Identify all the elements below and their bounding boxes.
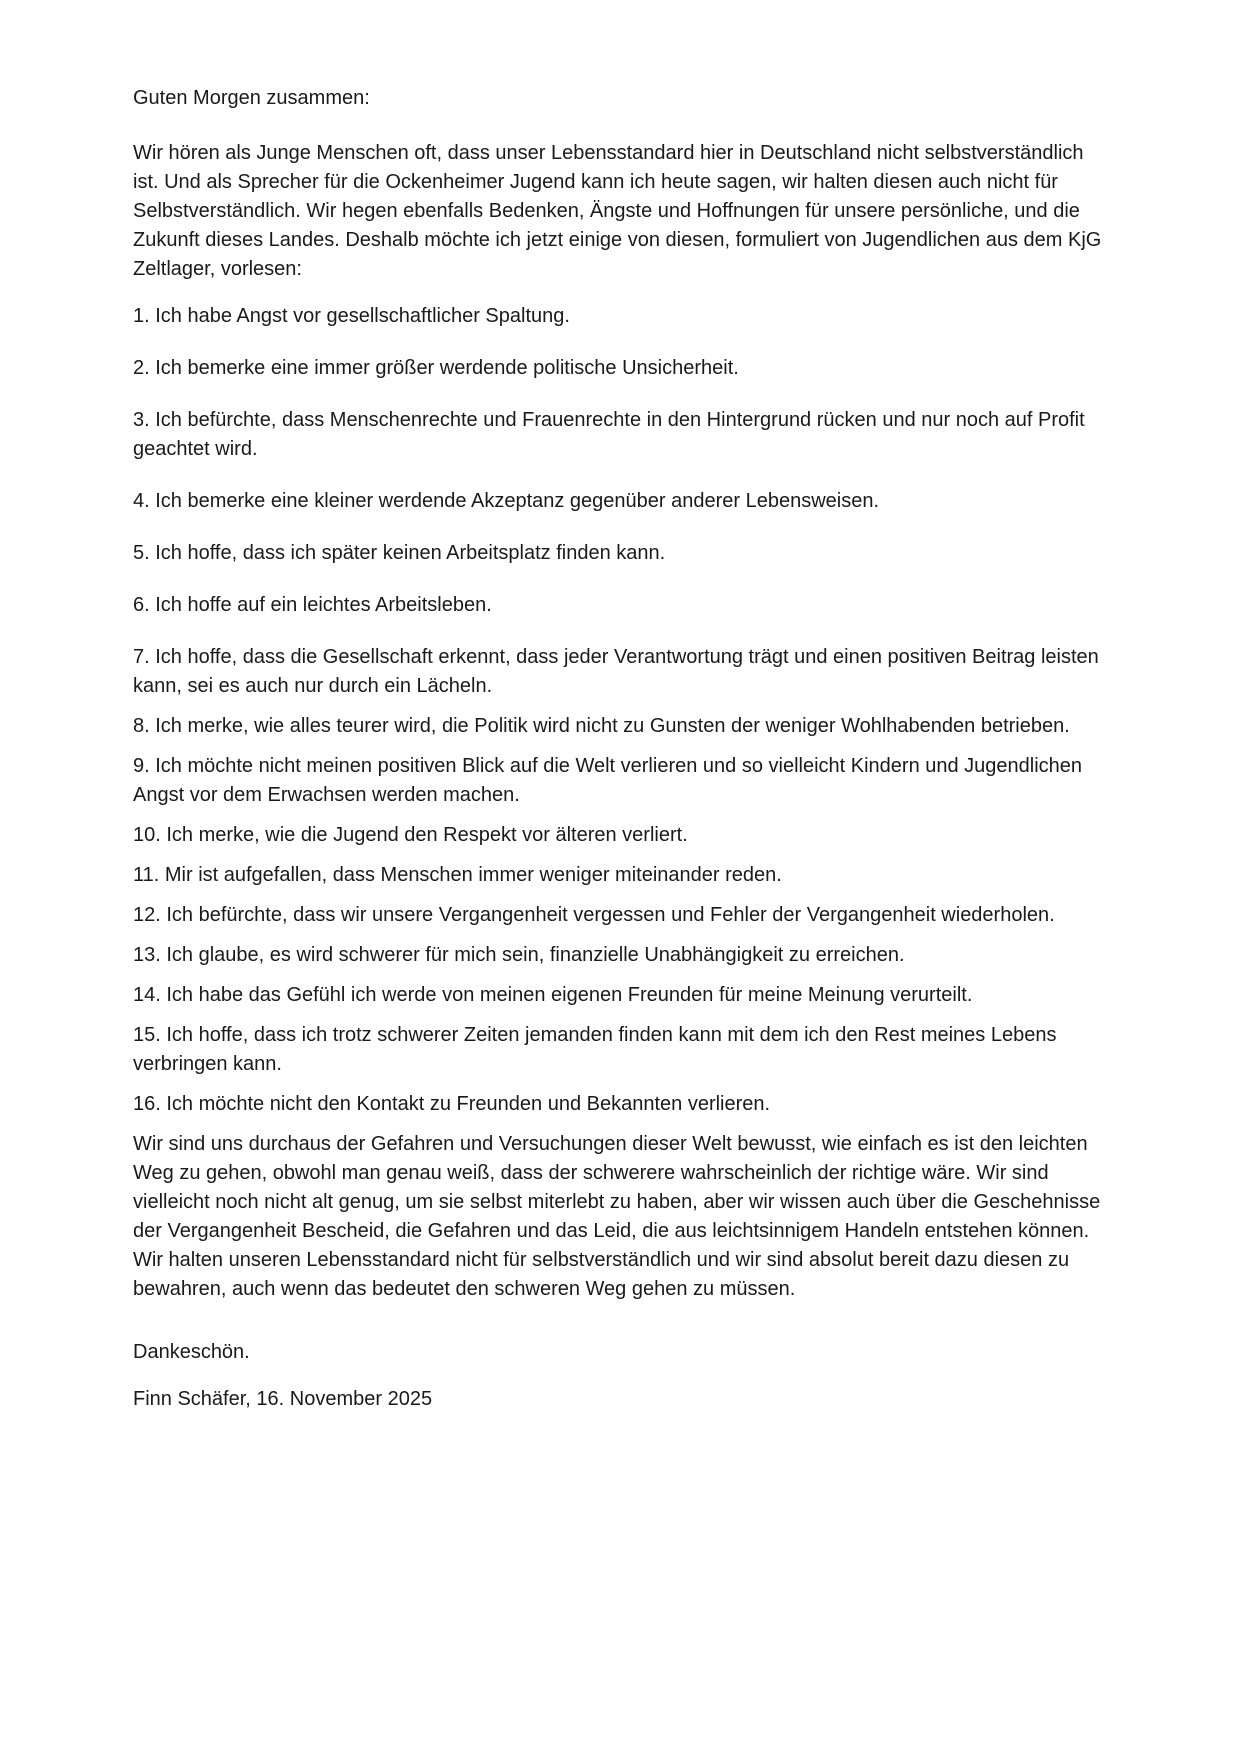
list-item: 8. Ich merke, wie alles teurer wird, die Politik wird nicht zu Gunsten der weniger Wohlhabenden betrieben. — [133, 715, 1070, 737]
list-item: 1. Ich habe Angst vor gesellschaftlicher Spaltung. — [133, 305, 570, 327]
signature-line: Finn Schäfer, 16. November 2025 — [133, 1388, 433, 1410]
concerns-list — [133, 302, 1107, 1119]
list-item: 16. Ich möchte nicht den Kontakt zu Freunden und Bekannten verlieren. — [133, 1093, 771, 1115]
list-item: 10. Ich merke, wie die Jugend den Respekt vor älteren verliert. — [133, 824, 688, 846]
closing-paragraph: Wir sind uns durchaus der Gefahren und Versuchungen dieser Welt bewusst, wie einfach es ist den leichten Weg zu gehen, obwohl man genau weiß, dass der schwerere wahrscheinlich der richtige wäre. Wir sind vielleicht noch nicht alt genug, um sie selbst miterlebt zu haben, aber wir wissen auch über die Geschehnisse der Vergangenheit Bescheid, die Gefahren und das Leid, die aus leichtsinnigem Handeln entstehen können. Wir halten unseren Lebensstandard nicht für selbstverständlich und wir sind absolut bereit dazu diesen zu bewahren, auch wenn das bedeutet den schweren Weg gehen zu müssen. — [133, 1133, 1106, 1300]
list-item: 4. Ich bemerke eine kleiner werdende Akzeptanz gegenüber anderer Lebensweisen. — [133, 490, 880, 512]
intro-paragraph: Wir hören als Junge Menschen oft, dass unser Lebensstandard hier in Deutschland nicht selbstverständlich ist. Und als Sprecher für die Ockenheimer Jugend kann ich heute sagen, wir halten diesen auch nicht für Selbstverständlich. Wir hegen ebenfalls Bedenken, Ängste und Hoffnungen für unsere persönliche, und die Zukunft dieses Landes. Deshalb möchte ich jetzt einige von diesen, formuliert von Jugendlichen aus dem KjG Zeltlager, vorlesen: — [133, 142, 1107, 280]
list-item: 11. Mir ist aufgefallen, dass Menschen immer weniger miteinander reden. — [133, 864, 782, 886]
list-item: 12. Ich befürchte, dass wir unsere Vergangenheit vergessen und Fehler der Vergangenheit wiederholen. — [133, 904, 1055, 926]
list-item: 5. Ich hoffe, dass ich später keinen Arbeitsplatz finden kann. — [133, 542, 666, 564]
list-item: 13. Ich glaube, es wird schwerer für mich sein, finanzielle Unabhängigkeit zu erreichen. — [133, 944, 905, 966]
list-item: 9. Ich möchte nicht meinen positiven Blick auf die Welt verlieren und so vielleicht Kindern und Jugendlichen Angst vor dem Erwachsen werden machen. — [133, 755, 1087, 806]
list-item: 6. Ich hoffe auf ein leichtes Arbeitsleben. — [133, 594, 492, 616]
list-item: 14. Ich habe das Gefühl ich werde von meinen eigenen Freunden für meine Meinung verurteilt. — [133, 984, 973, 1006]
greeting-line: Guten Morgen zusammen: — [133, 87, 370, 109]
list-item: 3. Ich befürchte, dass Menschenrechte und Frauenrechte in den Hintergrund rücken und nur noch auf Profit geachtet wird. — [133, 409, 1091, 460]
thanks-line: Dankeschön. — [133, 1341, 250, 1363]
list-item: 2. Ich bemerke eine immer größer werdende politische Unsicherheit. — [133, 357, 739, 379]
list-item: 7. Ich hoffe, dass die Gesellschaft erkennt, dass jeder Verantwortung trägt und einen positiven Beitrag leisten kann, sei es auch nur durch ein Lächeln. — [133, 646, 1105, 697]
list-item: 15. Ich hoffe, dass ich trotz schwerer Zeiten jemanden finden kann mit dem ich den Rest meines Lebens verbringen kann. — [133, 1024, 1063, 1075]
